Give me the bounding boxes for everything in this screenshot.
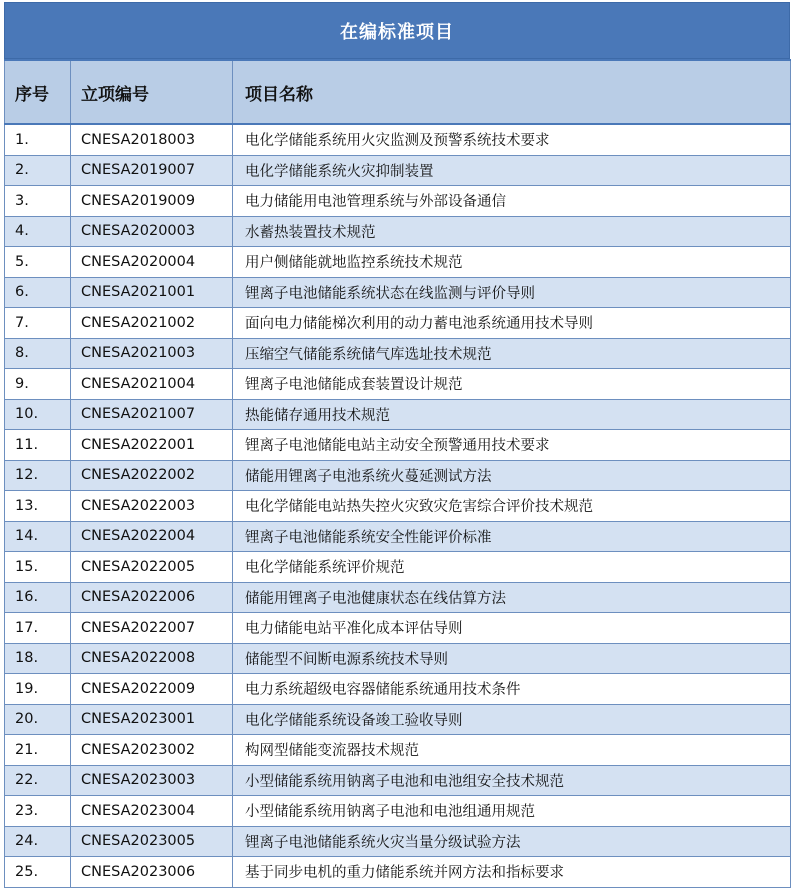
row-index-cell: 15. [5, 552, 71, 583]
row-code-cell: CNESA2019009 [71, 186, 233, 217]
row-index-cell: 20. [5, 704, 71, 735]
row-index-cell: 3. [5, 186, 71, 217]
row-name-cell: 电化学储能系统火灾抑制装置 [233, 155, 791, 186]
row-name-cell: 电力系统超级电容器储能系统通用技术条件 [233, 674, 791, 705]
row-name-cell: 储能用锂离子电池健康状态在线估算方法 [233, 582, 791, 613]
column-header-name: 项目名称 [233, 60, 791, 124]
table-row [5, 124, 791, 155]
table-row [5, 369, 791, 400]
row-name-cell: 电化学储能系统用火灾监测及预警系统技术要求 [233, 124, 791, 155]
row-index-cell: 21. [5, 735, 71, 766]
row-index-cell: 14. [5, 521, 71, 552]
header-row [5, 60, 791, 124]
table-row [5, 796, 791, 827]
row-name-cell: 电力储能电站平准化成本评估导则 [233, 613, 791, 644]
row-code-cell: CNESA2021002 [71, 308, 233, 339]
table-row [5, 857, 791, 888]
table-title: 在编标准项目 [4, 2, 790, 59]
table-row [5, 430, 791, 461]
row-name-cell: 面向电力储能梯次利用的动力蓄电池系统通用技术导则 [233, 308, 791, 339]
row-index-cell: 6. [5, 277, 71, 308]
row-code-cell: CNESA2021001 [71, 277, 233, 308]
row-code-cell: CNESA2020004 [71, 247, 233, 278]
row-index-cell: 17. [5, 613, 71, 644]
row-index-cell: 13. [5, 491, 71, 522]
row-name-cell: 压缩空气储能系统储气库选址技术规范 [233, 338, 791, 369]
row-code-cell: CNESA2023002 [71, 735, 233, 766]
row-index-cell: 22. [5, 765, 71, 796]
row-name-cell: 热能储存通用技术规范 [233, 399, 791, 430]
row-index-cell: 16. [5, 582, 71, 613]
table-row [5, 460, 791, 491]
row-index-cell: 25. [5, 857, 71, 888]
table-row [5, 552, 791, 583]
table-row [5, 521, 791, 552]
table-row [5, 613, 791, 644]
row-code-cell: CNESA2021007 [71, 399, 233, 430]
row-name-cell: 锂离子电池储能系统安全性能评价标准 [233, 521, 791, 552]
table-row [5, 826, 791, 857]
row-name-cell: 电化学储能电站热失控火灾致灾危害综合评价技术规范 [233, 491, 791, 522]
row-code-cell: CNESA2021004 [71, 369, 233, 400]
table-row [5, 186, 791, 217]
column-header-index: 序号 [5, 60, 71, 124]
row-name-cell: 用户侧储能就地监控系统技术规范 [233, 247, 791, 278]
row-name-cell: 锂离子电池储能成套装置设计规范 [233, 369, 791, 400]
row-code-cell: CNESA2022009 [71, 674, 233, 705]
row-name-cell: 储能用锂离子电池系统火蔓延测试方法 [233, 460, 791, 491]
table-row [5, 277, 791, 308]
table-row [5, 216, 791, 247]
row-code-cell: CNESA2022003 [71, 491, 233, 522]
table-header [5, 60, 791, 124]
row-code-cell: CNESA2021003 [71, 338, 233, 369]
table-row [5, 247, 791, 278]
row-code-cell: CNESA2022008 [71, 643, 233, 674]
row-code-cell: CNESA2022001 [71, 430, 233, 461]
table-row [5, 491, 791, 522]
row-name-cell: 锂离子电池储能系统状态在线监测与评价导则 [233, 277, 791, 308]
row-index-cell: 23. [5, 796, 71, 827]
standards-table [4, 59, 791, 888]
row-index-cell: 19. [5, 674, 71, 705]
row-code-cell: CNESA2022005 [71, 552, 233, 583]
row-index-cell: 7. [5, 308, 71, 339]
row-name-cell: 水蓄热装置技术规范 [233, 216, 791, 247]
row-index-cell: 1. [5, 124, 71, 155]
row-code-cell: CNESA2023001 [71, 704, 233, 735]
table-row [5, 582, 791, 613]
row-name-cell: 锂离子电池储能系统火灾当量分级试验方法 [233, 826, 791, 857]
table-row [5, 155, 791, 186]
row-index-cell: 24. [5, 826, 71, 857]
row-index-cell: 2. [5, 155, 71, 186]
row-code-cell: CNESA2023005 [71, 826, 233, 857]
table-row [5, 735, 791, 766]
row-code-cell: CNESA2019007 [71, 155, 233, 186]
row-name-cell: 构网型储能变流器技术规范 [233, 735, 791, 766]
row-name-cell: 电化学储能系统评价规范 [233, 552, 791, 583]
row-code-cell: CNESA2022006 [71, 582, 233, 613]
row-code-cell: CNESA2018003 [71, 124, 233, 155]
row-name-cell: 小型储能系统用钠离子电池和电池组安全技术规范 [233, 765, 791, 796]
row-index-cell: 18. [5, 643, 71, 674]
table-row [5, 674, 791, 705]
row-name-cell: 基于同步电机的重力储能系统并网方法和指标要求 [233, 857, 791, 888]
row-index-cell: 5. [5, 247, 71, 278]
row-name-cell: 电力储能用电池管理系统与外部设备通信 [233, 186, 791, 217]
table-row [5, 704, 791, 735]
row-index-cell: 10. [5, 399, 71, 430]
table-row [5, 399, 791, 430]
standards-table-container [4, 2, 790, 888]
row-index-cell: 4. [5, 216, 71, 247]
row-name-cell: 储能型不间断电源系统技术导则 [233, 643, 791, 674]
row-name-cell: 小型储能系统用钠离子电池和电池组通用规范 [233, 796, 791, 827]
table-row [5, 338, 791, 369]
row-code-cell: CNESA2023004 [71, 796, 233, 827]
table-row [5, 643, 791, 674]
table-row [5, 308, 791, 339]
row-name-cell: 锂离子电池储能电站主动安全预警通用技术要求 [233, 430, 791, 461]
row-name-cell: 电化学储能系统设备竣工验收导则 [233, 704, 791, 735]
row-index-cell: 8. [5, 338, 71, 369]
row-code-cell: CNESA2022004 [71, 521, 233, 552]
row-index-cell: 9. [5, 369, 71, 400]
table-body [5, 124, 791, 887]
row-code-cell: CNESA2022007 [71, 613, 233, 644]
row-index-cell: 12. [5, 460, 71, 491]
column-header-code: 立项编号 [71, 60, 233, 124]
row-code-cell: CNESA2023006 [71, 857, 233, 888]
row-code-cell: CNESA2020003 [71, 216, 233, 247]
row-index-cell: 11. [5, 430, 71, 461]
row-code-cell: CNESA2022002 [71, 460, 233, 491]
table-row [5, 765, 791, 796]
row-code-cell: CNESA2023003 [71, 765, 233, 796]
